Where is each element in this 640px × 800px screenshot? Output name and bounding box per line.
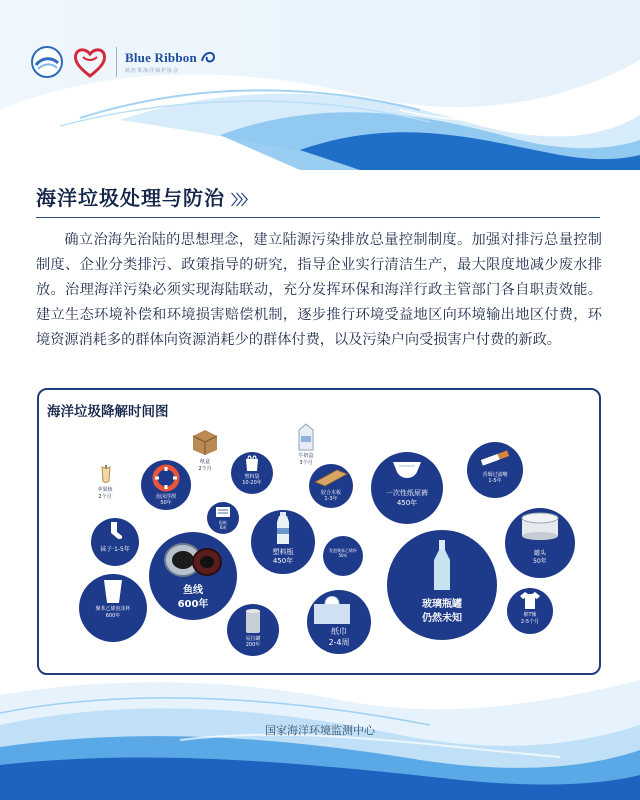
item-label-plastic-bottle: 塑料瓶 450年 <box>272 548 294 565</box>
item-label-sock: 袜子·1-5年 <box>100 546 130 553</box>
aluminum-can-icon <box>245 608 261 634</box>
item-label-plastic-bag: 塑料袋 10-20年 <box>242 474 262 486</box>
item-label-tissue: 纸巾 2-4周 <box>328 627 350 647</box>
apple-core-icon <box>97 464 115 484</box>
styrofoam-cup-icon <box>103 578 123 604</box>
plastic-bag-icon <box>243 454 261 472</box>
top-wave-decoration <box>0 0 640 170</box>
item-label-tshirt: 棉T恤 2-5个月 <box>520 612 540 625</box>
triple-chevron-icon: 〉〉〉 <box>231 193 253 209</box>
footer-organization: 国家海洋环境监测中心 <box>265 724 375 737</box>
item-label-glass-bottle: 玻璃瓶罐 仍然未知 <box>422 599 462 624</box>
item-label-foam-buoy: 泡沫浮漂 50年 <box>155 494 176 506</box>
item-label-apple-core: 苹果核 2个月 <box>97 487 113 500</box>
glass-bottle-icon <box>431 540 453 592</box>
item-label-newspaper: 报纸 6周 <box>219 520 227 530</box>
logo-divider <box>116 47 117 77</box>
organization-logo-icon <box>30 45 64 79</box>
item-label-cigarette-filter: 香烟过滤嘴 1-5年 <box>482 472 508 484</box>
plywood-icon <box>313 468 349 488</box>
body-paragraph: 确立治海先治陆的思想理念，建立陆源污染排放总量控制制度。加强对排污总量控制制度、企业分类排污、政策指导的研究，指导企业实行清洁生产，最大限度地减少废水排放。治理海洋污染必须实现海陆联动，充分发挥环保和海洋行政主管部门各自职责效能。建立生态环境补偿和环境损害赔偿机制，逐步推行环境受益地区向环境输出地区付费，环境资源消耗多的群体向资源消耗少的群体付费，以及污染户向受损害户付费的新政。 <box>36 232 602 348</box>
item-label-cardboard: 纸盒 2个月 <box>198 459 212 472</box>
panel-title: 海洋垃圾降解时间图 <box>47 404 169 420</box>
title-underline <box>36 217 600 218</box>
tin-can-icon <box>519 512 561 540</box>
item-label-milk-carton: 牛奶盒 3个月 <box>298 453 314 466</box>
logo-bar <box>30 42 217 82</box>
ribbon-swirl-icon <box>199 49 217 67</box>
cigarette-icon <box>477 448 513 468</box>
item-label-aluminum-can: 易拉罐 200年 <box>245 636 261 648</box>
cardboard-box-icon <box>189 426 221 456</box>
blue-ribbon-subtitle: 蓝丝带海洋保护协会 <box>125 68 180 74</box>
item-label-fishing-line: 鱼线 600年 <box>177 585 209 610</box>
plastic-bottle-icon <box>275 512 291 546</box>
blue-ribbon-logo <box>125 50 197 74</box>
diaper-icon <box>391 458 423 482</box>
life-ring-icon <box>152 464 180 492</box>
tshirt-icon <box>519 590 541 610</box>
item-label-plywood: 胶合木板 1-3年 <box>320 490 341 502</box>
section-title <box>36 182 253 211</box>
milk-carton-icon <box>295 422 317 452</box>
sock-icon <box>105 521 125 541</box>
blue-ribbon-title: Blue Ribbon <box>125 50 197 65</box>
item-label-diaper: 一次性纸尿裤 450年 <box>386 489 428 507</box>
newspaper-icon <box>215 506 231 518</box>
fishing-line-spool-icon <box>159 540 227 580</box>
heart-logo-icon <box>72 45 108 79</box>
item-label-tin-can: 罐头 50年 <box>533 550 547 565</box>
degradation-time-panel <box>37 388 601 675</box>
section-title-text: 海洋垃圾处理与防治 <box>36 186 225 210</box>
item-label-styrofoam-cup: 聚苯乙烯泡沫杯 600年 <box>95 606 131 619</box>
item-label-foam-cup: 发泡聚苯乙烯杯 50年 <box>329 548 357 558</box>
tissue-box-icon <box>311 590 353 626</box>
